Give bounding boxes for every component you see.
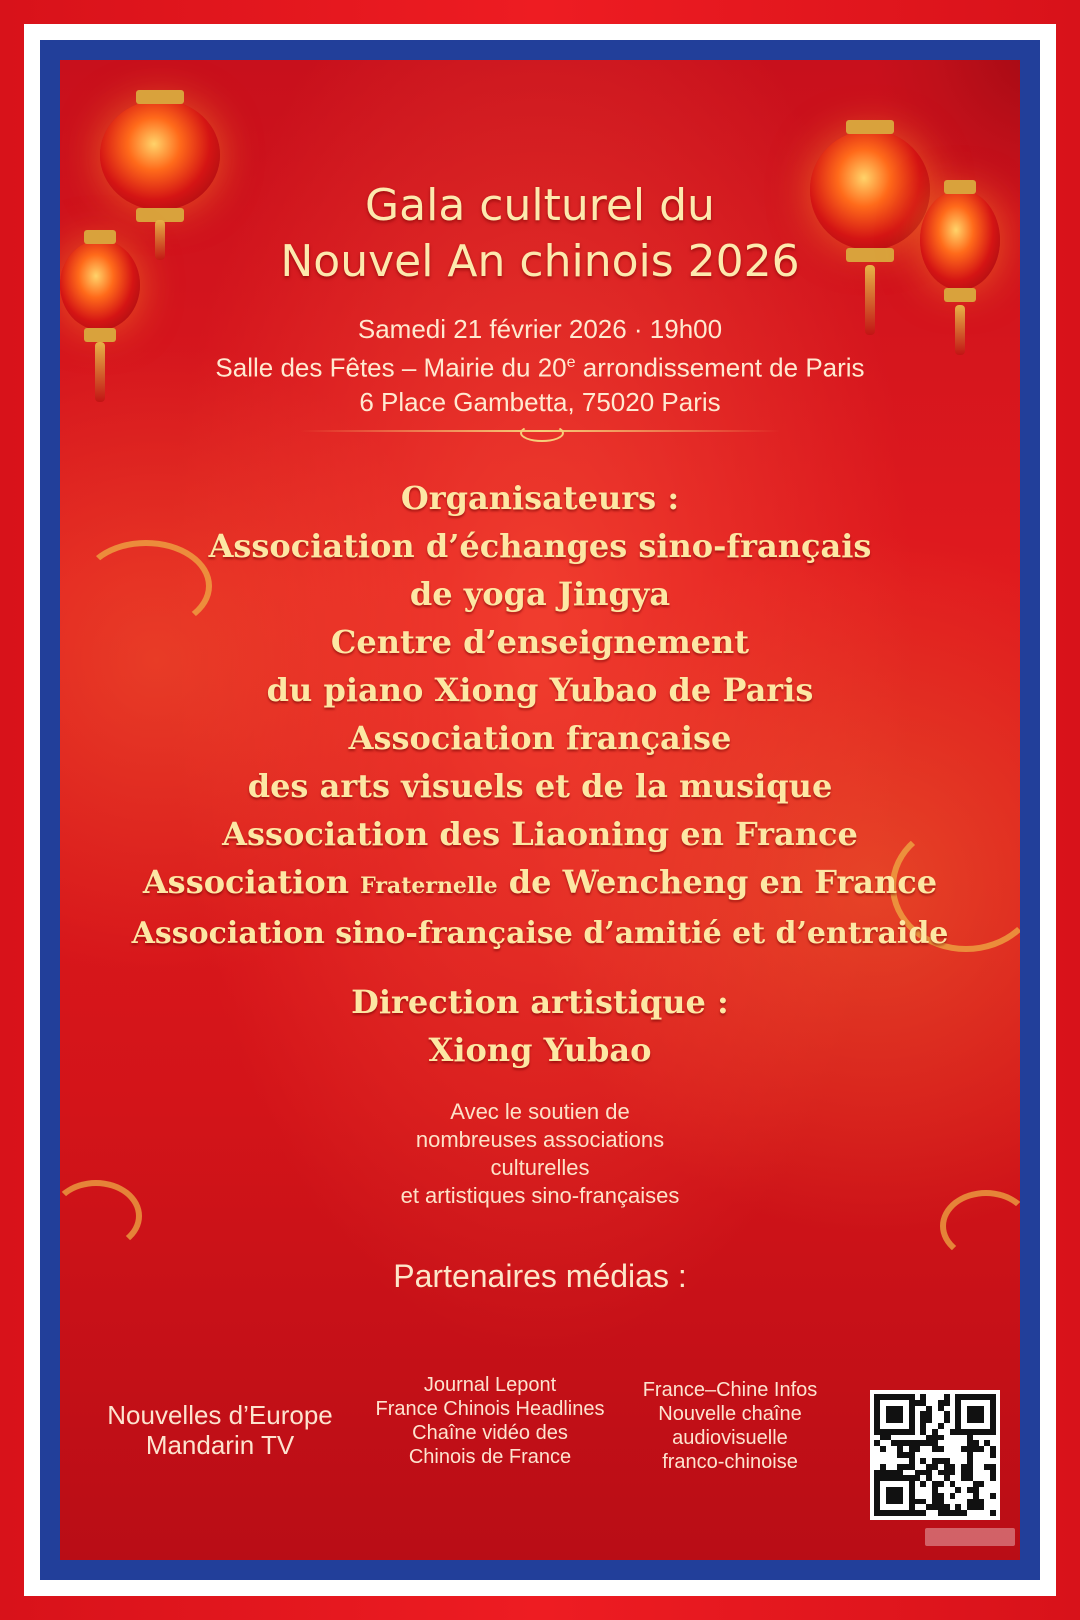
partner-line: audiovisuelle <box>672 1427 788 1449</box>
organiser-line-wencheng <box>60 858 1020 910</box>
watermark-logo <box>925 1528 1015 1546</box>
wencheng-part-b: Fraternelle <box>360 873 498 899</box>
event-address: 6 Place Gambetta, 75020 Paris <box>359 386 721 417</box>
support-section <box>60 1098 1020 1210</box>
wencheng-part-c: de Wencheng en France <box>508 863 938 901</box>
organisers-section <box>60 474 1020 958</box>
partner-line: Chinois de France <box>408 1446 572 1468</box>
title-line-1: Gala culturel du <box>365 180 715 231</box>
organiser-line: Association d’échanges sino-français <box>208 527 872 565</box>
organiser-line: du piano Xiong Yubao de Paris <box>266 671 814 709</box>
organisers-heading: Organisateurs : <box>400 479 680 517</box>
organiser-line-last: Association sino-française d’amitié et d’entraide <box>131 916 949 951</box>
direction-name: Xiong Yubao <box>428 1031 652 1069</box>
direction-heading: Direction artistique : <box>351 983 729 1021</box>
event-info <box>60 312 1020 419</box>
title-line-2: Nouvel An chinois 2026 <box>280 236 800 287</box>
venue-superscript: e <box>566 354 576 371</box>
partner-line: France–Chine Infos <box>642 1379 818 1401</box>
partner-line: franco-chinoise <box>662 1451 798 1473</box>
qr-code-icon[interactable] <box>870 1390 1000 1520</box>
partner-line: Mandarin TV <box>145 1430 295 1460</box>
partner-line: Chaîne vidéo des <box>412 1422 568 1444</box>
partner-line: Journal Lepont <box>423 1374 557 1396</box>
support-line: et artistiques sino-françaises <box>400 1183 680 1208</box>
partner-line: Nouvelles d’Europe <box>107 1400 333 1430</box>
media-partner-1 <box>80 1400 360 1460</box>
support-line: Avec le soutien de <box>450 1099 630 1124</box>
media-heading: Partenaires médias : <box>393 1258 687 1294</box>
support-line: nombreuses associations <box>415 1127 665 1152</box>
direction-section <box>60 978 1020 1074</box>
organiser-line: Association française <box>348 719 732 757</box>
organiser-line: des arts visuels et de la musique <box>247 767 833 805</box>
qr-code-pattern <box>874 1394 996 1516</box>
qr-module <box>990 1510 996 1516</box>
partner-line: Nouvelle chaîne <box>658 1403 802 1425</box>
divider-ornament-icon <box>520 424 564 442</box>
partner-line: France Chinois Headlines <box>375 1398 605 1420</box>
organiser-line: Centre d’enseignement <box>330 623 750 661</box>
venue-suffix: arrondissement de Paris <box>575 352 865 383</box>
wencheng-part-a: Association <box>142 863 349 901</box>
venue-prefix: Salle des Fêtes – Mairie du 20 <box>215 352 567 383</box>
poster <box>60 60 1020 1560</box>
organiser-line: Association des Liaoning en France <box>222 815 858 853</box>
media-partner-3 <box>620 1378 840 1474</box>
support-line: culturelles <box>490 1155 590 1180</box>
page-title <box>60 178 1020 290</box>
organiser-line: de yoga Jingya <box>409 575 671 613</box>
event-date-time: Samedi 21 février 2026 · 19h00 <box>357 314 723 344</box>
event-venue <box>60 346 1020 385</box>
media-partner-2 <box>355 1373 625 1469</box>
